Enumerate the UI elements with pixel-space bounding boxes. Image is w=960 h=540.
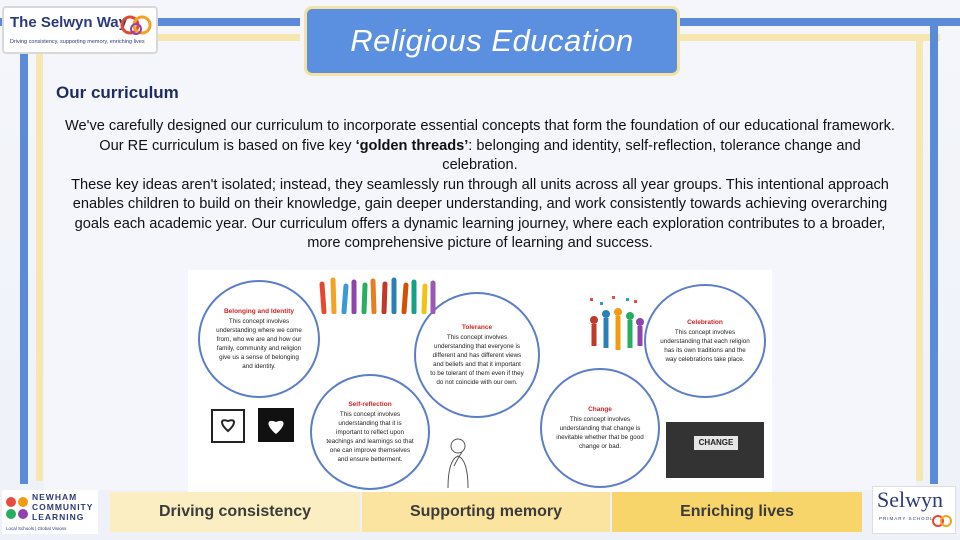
ncl-line: LEARNING	[32, 512, 85, 522]
rings-icon	[120, 12, 154, 38]
unity-hands-icon	[208, 404, 298, 446]
raised-hands-image	[316, 276, 438, 314]
thread-text: This concept involves understanding that it is important to reflect upon teachings and learnings so that one can improve themselves and ensure betterment.	[326, 411, 414, 463]
selwyn-rings-icon	[931, 511, 953, 531]
thread-celebration	[644, 284, 766, 398]
thread-title: Tolerance	[461, 324, 493, 331]
section-heading: Our curriculum	[56, 83, 179, 102]
frame-bar	[20, 24, 28, 484]
paragraph-1-start: We've carefully designed our curriculum to incorporate essential concepts that form the foundation of our educational framework. Our RE curriculum is based on five key	[65, 118, 895, 154]
frame-bar	[680, 18, 960, 26]
change-card-image	[666, 422, 764, 478]
ncl-logo-icon	[4, 496, 30, 524]
ncl-tagline: Local Schools | Global Visions	[6, 526, 67, 531]
page-title: Religious Education	[350, 23, 634, 58]
thread-title: Change	[588, 406, 612, 413]
ncl-name	[32, 492, 93, 522]
golden-threads-term: ‘golden threads’	[355, 137, 469, 154]
thread-text: This concept involves understanding that change is inevitable whether that be good change or bad.	[556, 416, 644, 450]
golden-threads-diagram	[188, 270, 772, 492]
selwyn-school-logo	[872, 486, 956, 534]
change-card-label: CHANGE	[694, 436, 738, 450]
frame-bar	[930, 24, 938, 484]
curriculum-text	[62, 117, 898, 254]
thinking-person-sketch	[434, 436, 484, 490]
frame-bar	[150, 34, 300, 41]
logo-title: The Selwyn Way	[10, 14, 127, 31]
frame-bar	[36, 41, 43, 481]
footer-driving-consistency: Driving consistency	[110, 492, 360, 532]
footer-supporting-memory: Supporting memory	[362, 492, 610, 532]
thread-belonging	[198, 280, 320, 398]
thread-text: This concept involves understanding that each religion has its own traditions and the way celebrations take place.	[660, 329, 750, 363]
selwyn-way-logo	[2, 6, 158, 54]
paragraph-2: These key ideas aren't isolated; instead, they seamlessly run through all units across all year groups. This intentional approach enables children to build on their knowledge, gain deeper understanding, and work consistently towards achieving overarching goals each academic year. Our curriculum offers a dynamic learning journey, where each exploration contributes to a broader, more comprehensive picture of learning and success.	[71, 176, 889, 251]
thread-text: This concept involves understanding that everyone is different and has different views and beliefs and that it important to be tolerant of them even if they do not coincide with our own.	[430, 334, 524, 386]
celebrating-crowd-image	[584, 294, 648, 356]
footer-enriching-lives: Enriching lives	[612, 492, 862, 532]
frame-bar	[916, 41, 923, 481]
paragraph-1-end: : belonging and identity, self-reflection, tolerance change and celebration.	[442, 137, 861, 173]
thread-title: Celebration	[687, 319, 723, 326]
thread-text: This concept involves understanding where we come from, who we are and how our family, community and religion give us a sense of belonging and identity.	[216, 318, 302, 370]
frame-bar	[680, 34, 940, 41]
ncl-line: COMMUNITY	[32, 502, 94, 512]
logo-tagline: Driving consistency, supporting memory, enriching lives	[10, 39, 145, 45]
newham-community-learning-logo	[2, 490, 98, 534]
selwyn-name: Selwyn	[877, 487, 943, 512]
page-title-banner	[304, 6, 680, 76]
thread-title: Belonging and Identity	[223, 308, 295, 315]
selwyn-sub: PRIMARY SCHOOL	[879, 516, 934, 521]
thread-change	[540, 368, 660, 488]
thread-title: Self-reflection	[348, 401, 392, 408]
thread-self-reflection	[310, 374, 430, 490]
paragraph-1	[62, 117, 898, 176]
ncl-line: NEWHAM	[32, 492, 78, 502]
